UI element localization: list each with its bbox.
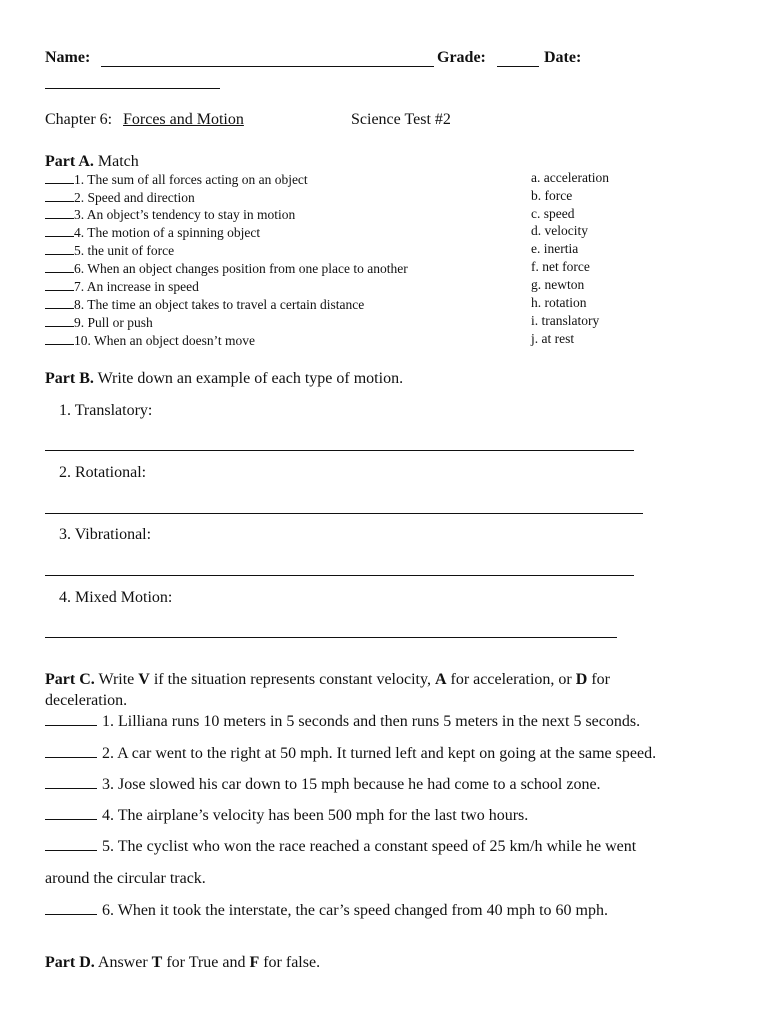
grade-blank[interactable] bbox=[497, 66, 539, 67]
match-option: c. speed bbox=[531, 206, 575, 221]
match-item: 5. the unit of force bbox=[45, 243, 174, 259]
situation-item: 6. When it took the interstate, the car’s speed changed from 40 mph to 60 mph. bbox=[45, 902, 608, 920]
situation-item: 2. A car went to the right at 50 mph. It turned left and kept on going at the same speed. bbox=[45, 745, 656, 763]
situation-item: 3. Jose slowed his car down to 15 mph because he had come to a school zone. bbox=[45, 776, 601, 794]
answer-line[interactable] bbox=[45, 637, 617, 638]
answer-line[interactable] bbox=[45, 450, 634, 451]
name-label: Name: bbox=[45, 49, 91, 66]
answer-blank[interactable] bbox=[45, 289, 74, 291]
answer-blank[interactable] bbox=[45, 253, 74, 255]
match-item: 6. When an object changes position from one place to another bbox=[45, 261, 408, 277]
match-option: b. force bbox=[531, 188, 573, 203]
grade-label: Grade: bbox=[437, 49, 486, 66]
answer-blank[interactable] bbox=[45, 325, 74, 327]
answer-line[interactable] bbox=[45, 575, 634, 576]
match-item: 9. Pull or push bbox=[45, 315, 153, 331]
match-option: i. translatory bbox=[531, 313, 600, 328]
date-blank[interactable] bbox=[45, 88, 220, 89]
motion-item-translatory: 1. Translatory: bbox=[59, 402, 153, 419]
match-option: f. net force bbox=[531, 259, 590, 274]
part-c-heading-cont: deceleration. bbox=[45, 692, 128, 709]
answer-blank[interactable] bbox=[45, 343, 74, 345]
answer-blank[interactable] bbox=[45, 724, 97, 726]
test-name: Science Test #2 bbox=[351, 111, 451, 128]
chapter-prefix: Chapter 6: bbox=[45, 111, 113, 128]
answer-blank[interactable] bbox=[45, 787, 97, 789]
answer-blank[interactable] bbox=[45, 235, 74, 237]
match-option: d. velocity bbox=[531, 223, 588, 238]
part-a-heading: Part A. Match bbox=[45, 153, 139, 170]
answer-blank[interactable] bbox=[45, 913, 97, 915]
date-label: Date: bbox=[544, 49, 582, 66]
match-option: j. at rest bbox=[531, 331, 575, 346]
answer-blank[interactable] bbox=[45, 182, 74, 184]
name-blank[interactable] bbox=[101, 66, 434, 67]
match-item: 8. The time an object takes to travel a certain distance bbox=[45, 297, 364, 313]
part-d-heading: Part D. Answer T for True and F for false. bbox=[45, 954, 321, 971]
match-item: 2. Speed and direction bbox=[45, 190, 195, 206]
match-item: 3. An object’s tendency to stay in motion bbox=[45, 207, 295, 223]
match-option: a. acceleration bbox=[531, 170, 609, 185]
answer-blank[interactable] bbox=[45, 818, 97, 820]
answer-blank[interactable] bbox=[45, 756, 97, 758]
situation-item-cont: around the circular track. bbox=[45, 870, 206, 887]
situation-item: 5. The cyclist who won the race reached a constant speed of 25 km/h while he went bbox=[45, 838, 636, 856]
part-c-heading: Part C. Write V if the situation represents constant velocity, A for acceleration, or D for bbox=[45, 671, 610, 688]
match-option: g. newton bbox=[531, 277, 585, 292]
answer-blank[interactable] bbox=[45, 200, 74, 202]
answer-line[interactable] bbox=[45, 513, 643, 514]
answer-blank[interactable] bbox=[45, 849, 97, 851]
motion-item-rotational: 2. Rotational: bbox=[59, 464, 147, 481]
answer-blank[interactable] bbox=[45, 217, 74, 219]
answer-blank[interactable] bbox=[45, 307, 74, 309]
match-item: 10. When an object doesn’t move bbox=[45, 333, 255, 349]
match-option: h. rotation bbox=[531, 295, 587, 310]
match-item: 4. The motion of a spinning object bbox=[45, 225, 260, 241]
answer-blank[interactable] bbox=[45, 271, 74, 273]
chapter-name: Forces and Motion bbox=[123, 111, 244, 128]
match-item: 7. An increase in speed bbox=[45, 279, 199, 295]
situation-item: 1. Lilliana runs 10 meters in 5 seconds and then runs 5 meters in the next 5 seconds. bbox=[45, 713, 640, 731]
motion-item-vibrational: 3. Vibrational: bbox=[59, 526, 152, 543]
match-option: e. inertia bbox=[531, 241, 579, 256]
part-b-heading: Part B. Write down an example of each type of motion. bbox=[45, 370, 404, 387]
match-item: 1. The sum of all forces acting on an object bbox=[45, 172, 308, 188]
situation-item: 4. The airplane’s velocity has been 500 mph for the last two hours. bbox=[45, 807, 528, 825]
motion-item-mixed: 4. Mixed Motion: bbox=[59, 589, 173, 606]
